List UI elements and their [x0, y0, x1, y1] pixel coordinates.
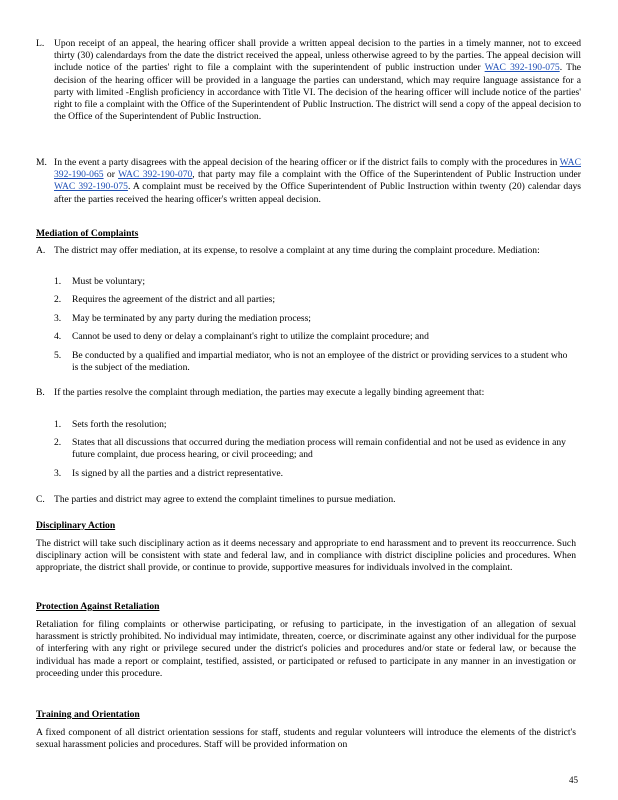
text-run: or	[103, 169, 119, 181]
list-text: Is signed by all the parties and a district representative.	[72, 468, 283, 479]
list-text: States that all discussions that occurred during the mediation process will remain confidential and not be used as evidence in any future complaint, due process hearing, or civil proceeding; and	[72, 437, 566, 461]
page-number: 45	[569, 775, 578, 785]
protection-paragraph: Retaliation for filing complaints or otherwise participating, or refusing to participate, in the investigation of an allegation of sexual harassment is strictly prohibited. No individual may intimidate, threaten, coerce, or discriminate against any other individual for the purpose of interfering with any right or privilege secured under the district's policies and procedures and/or state or federal law, or because the individual has made a report or complaint, testified, assisted, or participated or refused to participate in any manner in an investigation or proceeding under this procedure.	[36, 619, 576, 679]
text-run: . A complaint must be received by the Office Superintendent of Public Instruction within twenty (20) calendar days after the parties received the hearing officer's written appeal decision.	[54, 181, 582, 205]
section-heading-disciplinary: Disciplinary Action	[36, 520, 116, 531]
paragraph-l	[36, 38, 581, 123]
paragraph-text: If the parties resolve the complaint through mediation, the parties may execute a legally binding agreement that:	[54, 387, 485, 398]
paragraph-text	[54, 157, 581, 206]
list-number: 1.	[54, 419, 62, 430]
list-item	[54, 437, 574, 461]
mediation-paragraph-c	[36, 494, 581, 506]
list-number: 3.	[54, 468, 62, 479]
list-number: 2.	[54, 294, 62, 305]
section-heading-protection: Protection Against Retaliation	[36, 601, 160, 612]
list-item	[54, 350, 574, 374]
list-text: May be terminated by any party during the mediation process;	[72, 313, 311, 324]
wac-link[interactable]: WAC 392-190-075	[54, 181, 128, 193]
list-number: 3.	[54, 313, 62, 324]
text-run: . The decision of the hearing officer will be provided in a language the parties can understand, which may require language assistance for a party with limited -English proficiency in accordance with Title VI. The decision of the hearing officer will include notice of the parties' right to file a complaint with the Office of the Superintendent of Public Instruction. The district will send a copy of the appeal decision to the Office of the Superintendent of Public Instruction.	[54, 62, 582, 123]
list-number: 1.	[54, 276, 62, 287]
list-text: Must be voluntary;	[72, 276, 146, 287]
text-run: , that party may file a complaint with the Office of the Superintendent of Public Instruction under	[192, 169, 581, 181]
paragraph-label: C.	[36, 494, 45, 505]
section-heading-mediation: Mediation of Complaints	[36, 228, 139, 239]
list-number: 2.	[54, 437, 62, 448]
list-item	[54, 419, 574, 431]
list-number: 5.	[54, 350, 62, 361]
section-heading-training: Training and Orientation	[36, 709, 140, 720]
paragraph-text: The parties and district may agree to extend the complaint timelines to pursue mediation.	[54, 494, 396, 505]
text-run: Upon receipt of an appeal, the hearing officer shall provide a written appeal decision to the parties in a timely manner, not to exceed thirty (30) calendardays from the date the district received the appeal, unless otherwise agreed to by the parties. The appeal decision will include notice of the parties' right to file a complaint with the superintendent of public instruction under	[54, 38, 581, 74]
text-run: In the event a party disagrees with the appeal decision of the hearing officer or if the district fails to comply with the procedures in	[54, 157, 560, 168]
mediation-paragraph-a	[36, 245, 581, 257]
wac-link[interactable]: WAC 392-190-065	[54, 157, 581, 181]
paragraph-m	[36, 157, 581, 206]
paragraph-label: L.	[36, 38, 45, 49]
mediation-paragraph-b	[36, 387, 581, 399]
list-number: 4.	[54, 331, 62, 342]
list-item	[54, 276, 574, 288]
list-text: Requires the agreement of the district and all parties;	[72, 294, 275, 305]
disciplinary-paragraph: The district will take such disciplinary action as it deems necessary and appropriate to end harassment and to prevent its reoccurrence. Such disciplinary action will be consistent with state and federal law, and in compliance with district discipline policies and procedures. When appropriate, the district shall provide, or continue to provide, supportive measures for individuals involved in the complaint.	[36, 538, 576, 574]
list-item	[54, 331, 574, 343]
paragraph-text: The district may offer mediation, at its expense, to resolve a complaint at any time during the complaint procedure. Mediation:	[54, 245, 540, 256]
wac-link[interactable]: WAC 392-190-075	[484, 62, 560, 74]
paragraph-label: M.	[36, 157, 47, 168]
training-paragraph: A fixed component of all district orientation sessions for staff, students and regular volunteers will introduce the elements of the district's sexual harassment policies and procedures. Staff will be provided information on	[36, 727, 576, 751]
paragraph-label: B.	[36, 387, 45, 398]
list-text: Be conducted by a qualified and impartial mediator, who is not an employee of the district or providing services to a student who is the subject of the mediation.	[72, 350, 568, 374]
list-text: Cannot be used to deny or delay a complainant's right to utilize the complaint procedure; and	[72, 331, 429, 342]
paragraph-text	[54, 38, 581, 123]
wac-link[interactable]: WAC 392-190-070	[118, 169, 193, 181]
list-item	[54, 294, 574, 306]
list-item	[54, 313, 574, 325]
list-text: Sets forth the resolution;	[72, 419, 167, 430]
list-item	[54, 468, 574, 480]
paragraph-label: A.	[36, 245, 46, 256]
